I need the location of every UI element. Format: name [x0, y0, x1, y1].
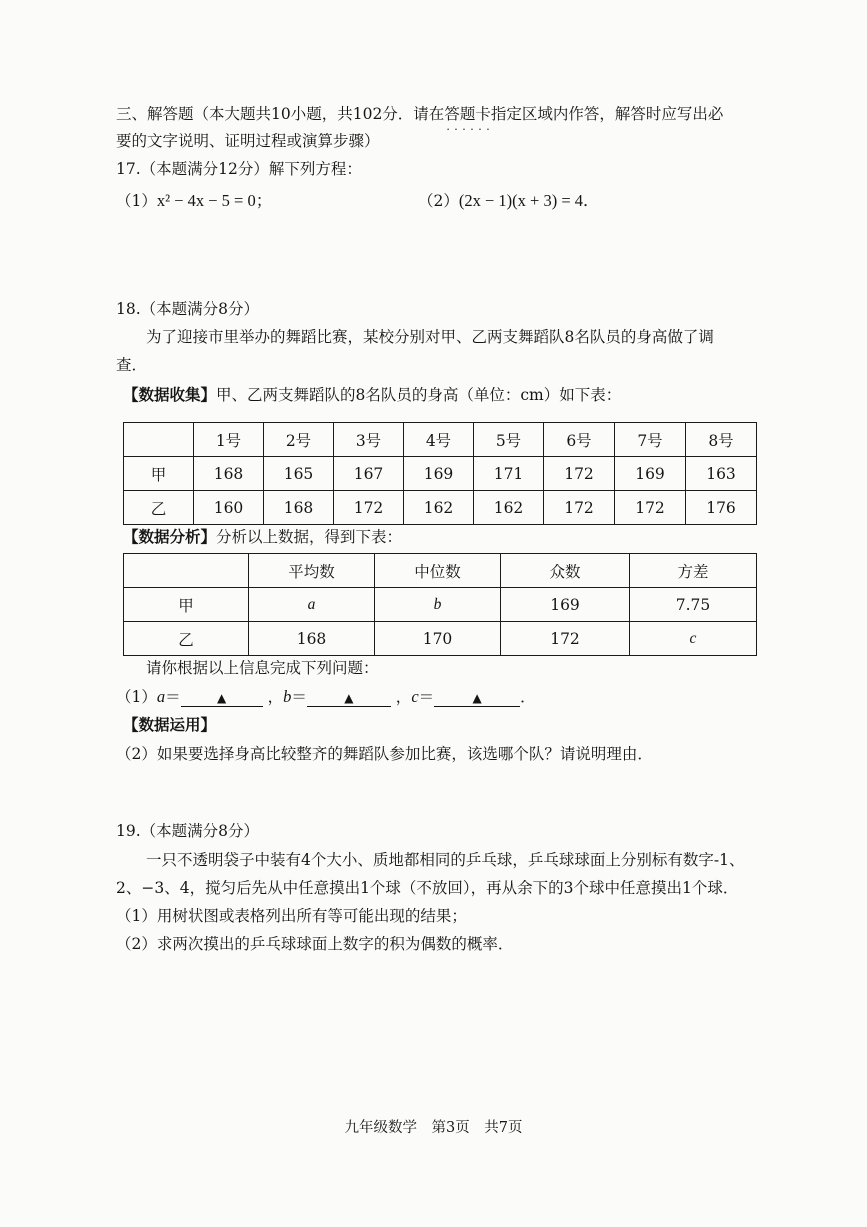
table-cell: 160 [194, 491, 264, 525]
statistics-table [123, 553, 757, 656]
section-heading-line2: 要的文字说明、证明过程或演算步骤） [116, 132, 380, 150]
q17-part1-label: （1） [116, 192, 157, 210]
table-cell: 172 [544, 491, 615, 525]
period: ． [520, 688, 536, 706]
data-analysis-text: 分析以上数据，得到下表： [216, 528, 403, 546]
q18-part1 [116, 687, 536, 707]
table-cell: 172 [615, 491, 686, 525]
table-cell: 5号 [474, 423, 544, 457]
table-cell: 4号 [404, 423, 474, 457]
height-table [123, 422, 757, 525]
table-cell: 乙 [124, 491, 194, 525]
table-cell: 169 [404, 457, 474, 491]
answer-blank-b[interactable] [307, 690, 391, 707]
table-cell: 163 [686, 457, 757, 491]
q17-part1-equation: x² − 4x − 5 = 0； [156, 191, 273, 210]
section-heading-part2: 作答，解答时应写出必 [568, 105, 724, 123]
table-cell: 169 [615, 457, 686, 491]
table-cell: b [375, 588, 501, 622]
variable-a: a [156, 687, 166, 706]
page-footer: 九年级数学 第3页 共7页 [344, 1120, 523, 1136]
table-cell: 方差 [630, 554, 757, 588]
table-row [124, 622, 757, 656]
table-cell: 162 [404, 491, 474, 525]
triangle-icon: ▲ [472, 691, 482, 705]
q17-part2-label: （2） [418, 192, 459, 210]
table-cell [124, 554, 249, 588]
statistics-table-header-row [124, 554, 757, 588]
table-cell: 169 [501, 588, 630, 622]
table-cell: 众数 [501, 554, 630, 588]
q19-intro-line2: 2、−3、4，搅匀后先从中任意摸出1个球（不放回），再从余下的3个球中任意摸出1个球． [116, 879, 739, 897]
q18-apply-label: 【数据运用】 [123, 715, 217, 734]
table-cell: 3号 [334, 423, 404, 457]
table-cell: 172 [544, 457, 615, 491]
q18-intro-line2: 查． [116, 356, 148, 374]
equals-sign: ＝ [418, 688, 435, 706]
table-cell: 162 [474, 491, 544, 525]
table-cell: 172 [334, 491, 404, 525]
section-heading-line1 [116, 104, 723, 124]
section-heading-part1: 三、解答题（本大题共10小题，共102分．请在 [116, 105, 445, 123]
comma: ， [395, 688, 412, 706]
data-collection-label: 【数据收集】 [123, 385, 217, 404]
q18-data-collection [123, 385, 621, 405]
table-cell: 171 [474, 457, 544, 491]
q19-part2: （2）求两次摸出的乒乓球球面上数字的积为偶数的概率． [116, 935, 514, 953]
table-cell: 7号 [615, 423, 686, 457]
q19-intro-line1: 一只不透明袋子中装有4个大小、质地都相同的乒乓球，乒乓球球面上分别标有数字-1、 [146, 851, 745, 869]
table-cell: 甲 [124, 588, 249, 622]
table-cell: c [630, 622, 757, 656]
q18-part1-label: （1） [116, 688, 157, 706]
table-cell: 平均数 [249, 554, 375, 588]
height-table-header-row [124, 423, 757, 457]
q17-title: 17.（本题满分12分）解下列方程： [116, 160, 362, 178]
answer-blank-a[interactable] [181, 690, 263, 707]
table-cell: 中位数 [375, 554, 501, 588]
data-collection-text: 甲、乙两支舞蹈队的8名队员的身高（单位：cm）如下表： [216, 386, 622, 404]
q19-part1: （1）用树状图或表格列出所有等可能出现的结果； [116, 907, 467, 925]
variable-b: b [283, 687, 292, 706]
table-cell: 乙 [124, 622, 249, 656]
table-cell: 165 [264, 457, 334, 491]
table-row [124, 457, 757, 491]
table-cell: 172 [501, 622, 630, 656]
q18-intro-line1: 为了迎接市里举办的舞蹈比赛，某校分别对甲、乙两支舞蹈队8名队员的身高做了调 [146, 328, 714, 346]
table-cell: 甲 [124, 457, 194, 491]
table-cell: 6号 [544, 423, 615, 457]
data-analysis-label: 【数据分析】 [123, 527, 217, 546]
table-cell: 1号 [194, 423, 264, 457]
variable-c: c [411, 687, 419, 706]
q17-part2 [418, 191, 600, 211]
q19-title: 19.（本题满分8分） [116, 822, 260, 840]
table-cell: 168 [194, 457, 264, 491]
q18-data-analysis [123, 527, 402, 547]
table-cell: 2号 [264, 423, 334, 457]
table-cell: 7.75 [630, 588, 757, 622]
q18-instruction: 请你根据以上信息完成下列问题： [146, 659, 379, 677]
comma: ， [267, 688, 284, 706]
equals-sign: ＝ [291, 688, 307, 706]
table-cell: 170 [375, 622, 501, 656]
table-cell: 167 [334, 457, 404, 491]
table-cell: 168 [249, 622, 375, 656]
section-heading-emphasis: 答题卡指定区域内 · · · [444, 105, 568, 123]
table-cell [124, 423, 194, 457]
table-cell: a [249, 588, 375, 622]
triangle-icon: ▲ [217, 691, 227, 705]
equals-sign: ＝ [165, 688, 181, 706]
triangle-icon: ▲ [344, 691, 354, 705]
table-cell: 168 [264, 491, 334, 525]
table-row [124, 588, 757, 622]
answer-blank-c[interactable] [434, 690, 520, 707]
q17-part1 [116, 191, 272, 211]
table-row [124, 491, 757, 525]
q18-part2: （2）如果要选择身高比较整齐的舞蹈队参加比赛，该选哪个队？请说明理由． [116, 745, 653, 763]
q18-title: 18.（本题满分8分） [116, 300, 260, 318]
q17-part2-equation: (2x − 1)(x + 3) = 4． [458, 191, 600, 210]
table-cell: 8号 [686, 423, 757, 457]
table-cell: 176 [686, 491, 757, 525]
